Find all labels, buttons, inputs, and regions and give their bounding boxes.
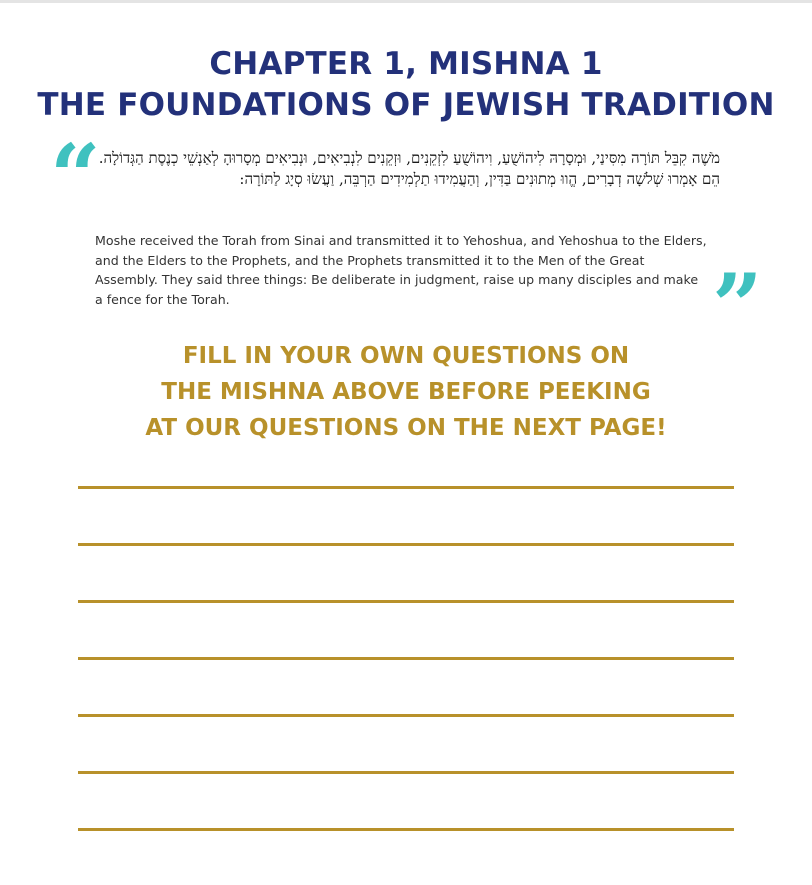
english-translation: Moshe received the Torah from Sinai and transmitted it to Yehoshua, and Yehoshua to the Elders, and the Elders to the Prophets, and the Prophets transmitted it to the Men of the Great Assembly. They said three things: Be deliberate in judgment, raise up many disciples and make a fence for the Torah. — [95, 233, 707, 307]
writing-line[interactable] — [78, 600, 734, 603]
writing-line[interactable] — [78, 828, 734, 831]
writing-line[interactable] — [78, 714, 734, 717]
close-quote-icon: ” — [712, 254, 763, 358]
writing-line[interactable] — [78, 543, 734, 546]
top-divider — [0, 0, 812, 3]
instruction-line-1: FILL IN YOUR OWN QUESTIONS ON — [182, 343, 630, 369]
title-line-2: THE FOUNDATIONS OF JEWISH TRADITION — [37, 87, 775, 123]
hebrew-text: מֹשֶׁה קִבֵּל תּוֹרָה מִסִּינַי, וּמְסָרָהּ לִיהוֹשֻׁעַ, וִיהוֹשֻׁעַ לִזְקֵנִים, וּזְקֵנִים לִנְבִיאִים, וּנְבִיאִים מְסָרוּהָ לְאַנְשֵׁי כְנֶסֶת הַגְּדוֹלָה. הֵם אָמְרוּ שְׁלֹשָׁה דְבָרִים, הֱווּ מְתוּנִים בַּדִּין, וְהַעֲמִידוּ תַלְמִידִים הַרְבֵּה, וַעֲשׂוּ סְיָג לַתּוֹרָה: — [98, 149, 720, 188]
title-line-1: CHAPTER 1, MISHNA 1 — [209, 46, 603, 82]
writing-line[interactable] — [78, 771, 734, 774]
answer-lines — [78, 486, 734, 885]
instruction-line-3: AT OUR QUESTIONS ON THE NEXT PAGE! — [145, 415, 667, 441]
writing-line[interactable] — [78, 486, 734, 489]
open-quote-icon: “ — [50, 124, 101, 228]
instruction-heading — [0, 338, 812, 446]
instruction-line-2: THE MISHNA ABOVE BEFORE PEEKING — [161, 379, 651, 405]
writing-line[interactable] — [78, 657, 734, 660]
